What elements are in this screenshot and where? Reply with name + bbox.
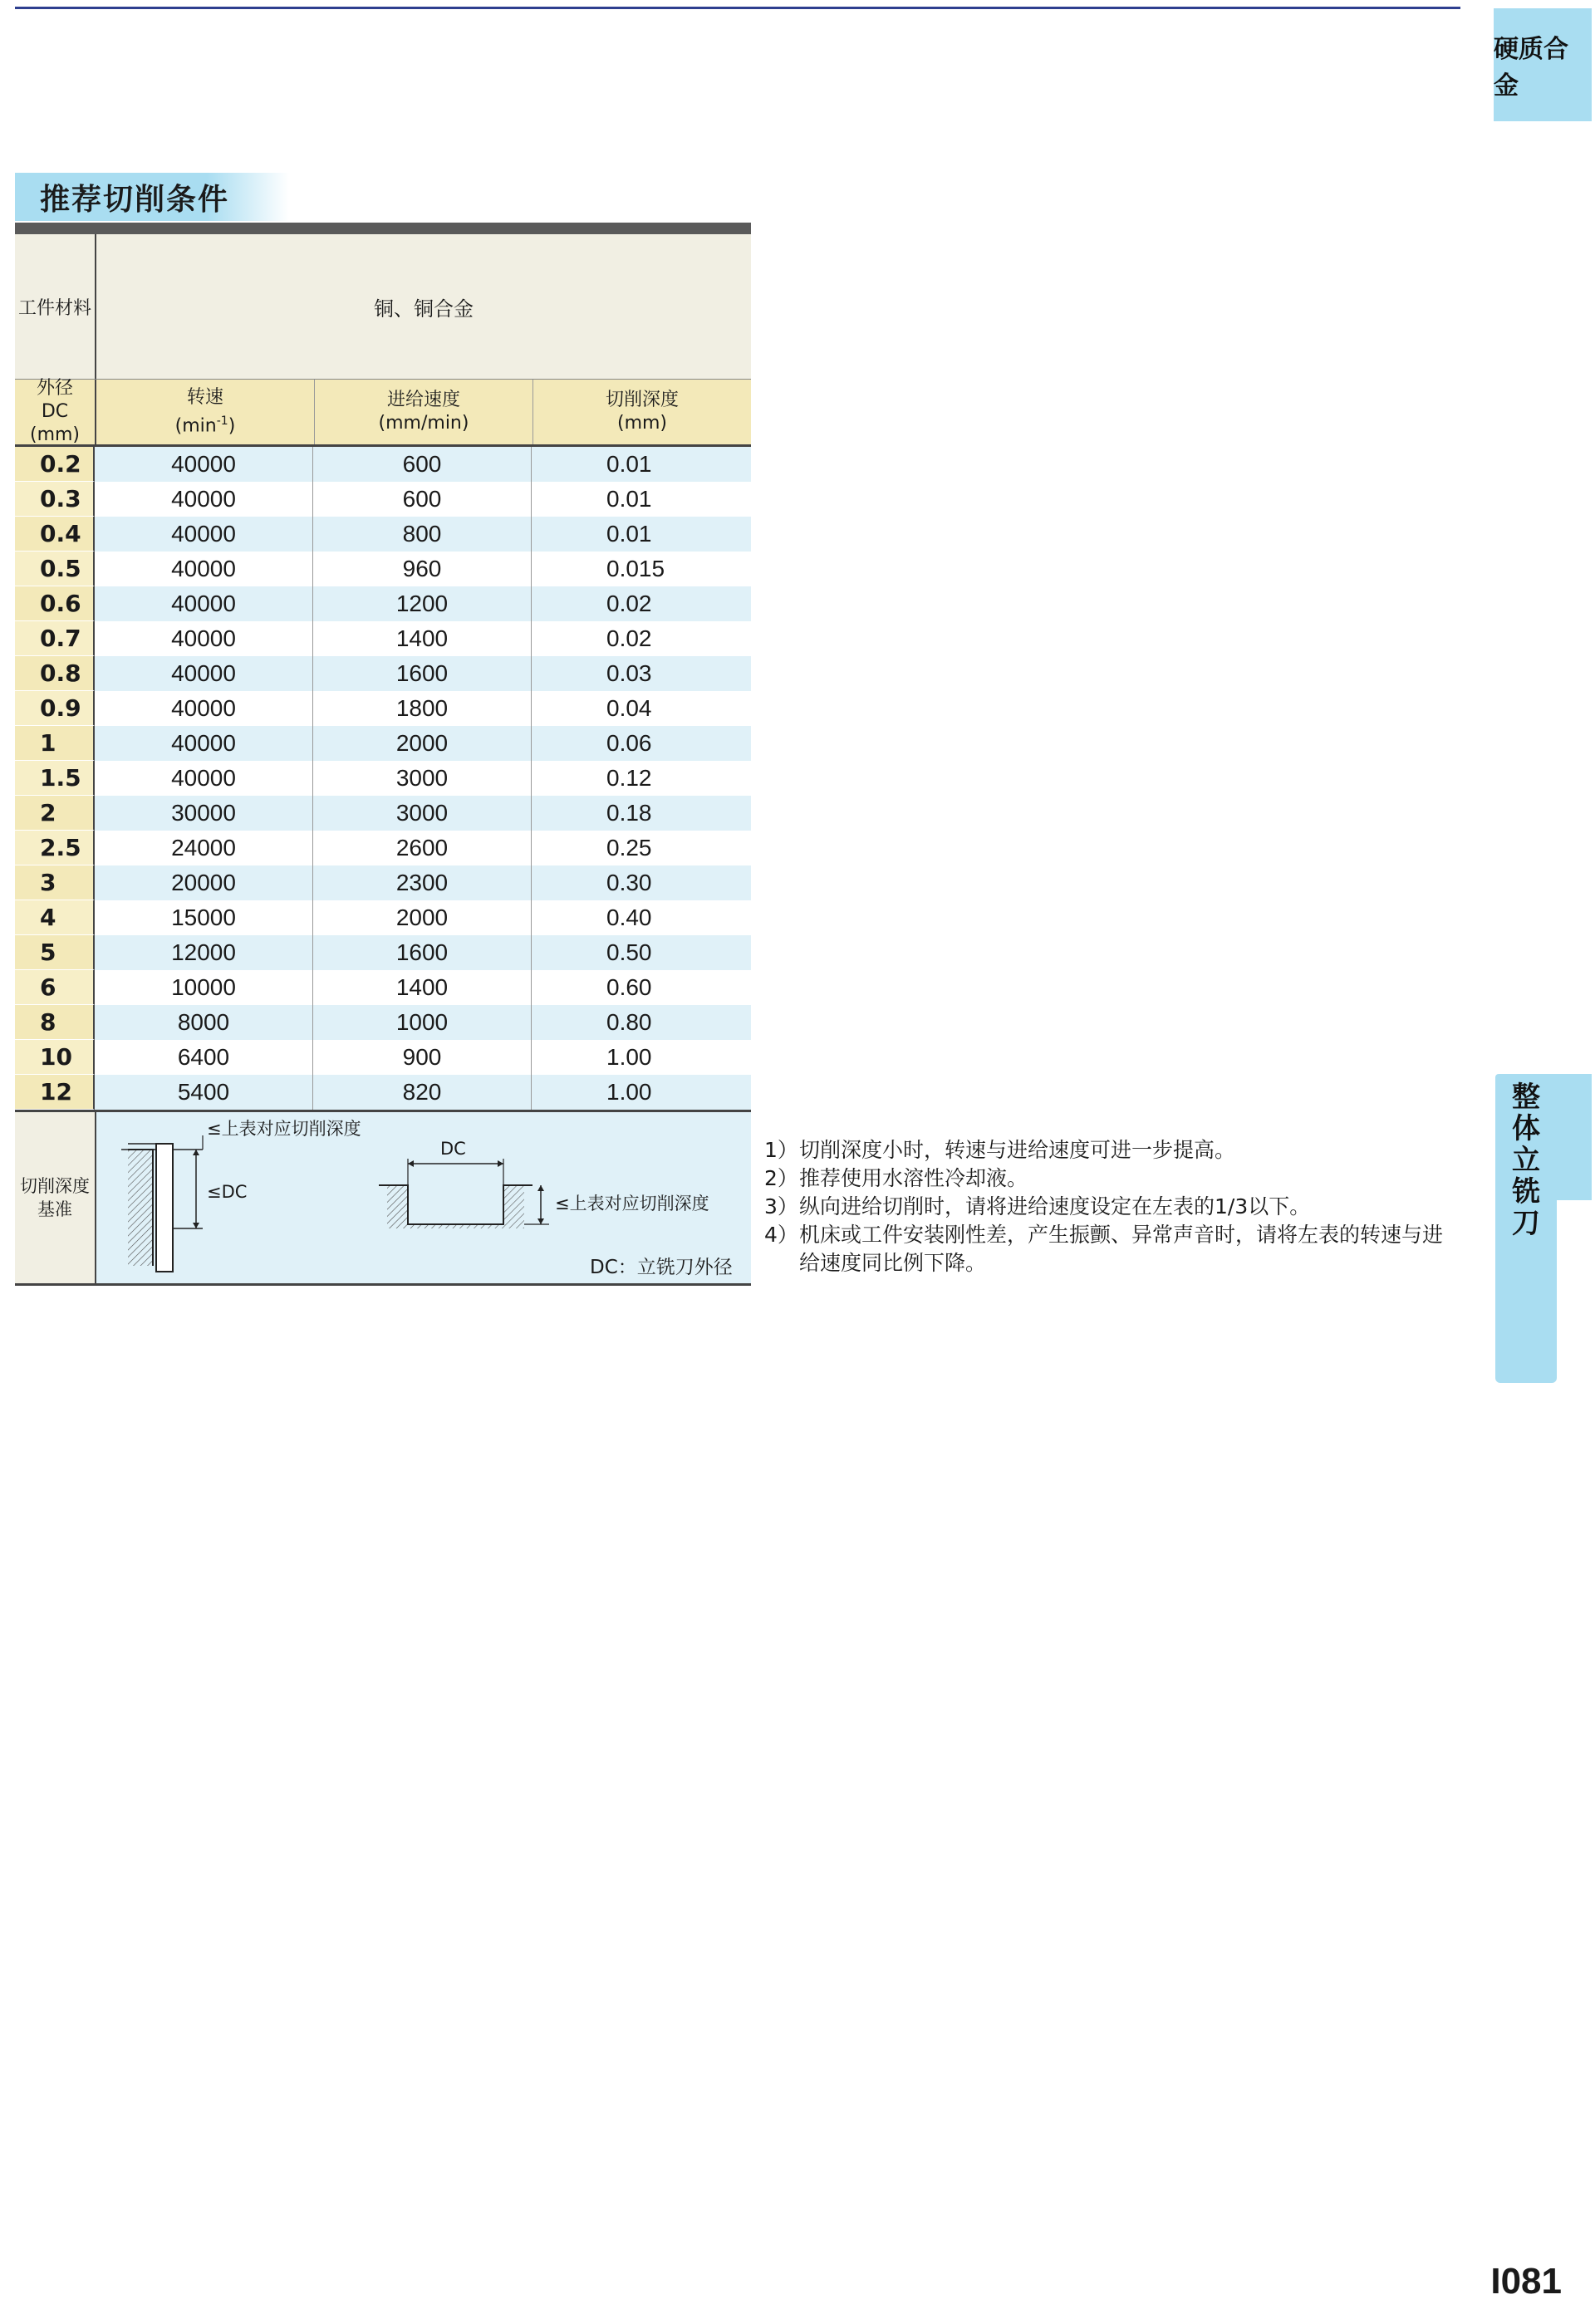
cell-diameter: 12: [15, 1075, 95, 1110]
table-row: [15, 656, 751, 691]
left-depth-note: ≤上表对应切削深度: [207, 1119, 361, 1139]
depth-reference-row: [15, 1110, 751, 1286]
left-dc-note: ≤DC: [207, 1182, 248, 1202]
material-value: 铜、铜合金: [96, 234, 751, 379]
top-rule: [15, 7, 1460, 9]
cell-depth: 0.02: [606, 591, 652, 616]
cell-diameter: 2: [15, 796, 95, 831]
cell-speed: 40000: [95, 586, 313, 621]
header-feed: [315, 380, 533, 444]
cell-speed: 40000: [95, 656, 313, 691]
cell-depth: 0.60: [606, 974, 652, 1000]
note-text: 机床或工件安装刚性差，产生振颤、异常声音时，请将左表的转速与进给速度同比例下降。: [799, 1223, 1444, 1275]
depth-reference-label-line1: 切削深度: [20, 1176, 90, 1196]
cell-depth: 0.015: [606, 556, 665, 581]
cell-speed: 20000: [95, 865, 313, 900]
notes-list: [764, 1136, 1462, 1277]
material-label: 工件材料: [15, 234, 96, 379]
category-tab-label: 硬质合金: [1494, 35, 1568, 101]
note-item: [764, 1136, 1462, 1164]
cell-feed: 2000: [313, 900, 532, 935]
category-tab[interactable]: [1494, 8, 1592, 121]
cell-diameter: 10: [15, 1040, 95, 1075]
table-row: [15, 970, 751, 1005]
cell-feed: 600: [313, 447, 532, 482]
note-text: 切削深度小时，转速与进给速度可进一步提高。: [799, 1138, 1236, 1162]
cell-diameter: 0.8: [15, 656, 95, 691]
table-row: [15, 865, 751, 900]
table-row: [15, 552, 751, 586]
cell-diameter: 0.3: [15, 482, 95, 517]
right-dc-label: DC: [440, 1139, 466, 1159]
dc-legend: DC：立铣刀外径: [590, 1257, 733, 1278]
note-number: 2）: [764, 1166, 798, 1190]
cell-feed: 3000: [313, 761, 532, 796]
cell-speed: 40000: [95, 691, 313, 726]
table-row: [15, 621, 751, 656]
note-number: 3）: [764, 1194, 798, 1218]
table-row: [15, 796, 751, 831]
table-row: [15, 1040, 751, 1075]
cell-diameter: 4: [15, 900, 95, 935]
header-speed-line1: 转速: [186, 386, 223, 408]
cell-speed: 40000: [95, 517, 313, 552]
cell-feed: 1000: [313, 1005, 532, 1040]
cell-depth: 0.01: [606, 486, 652, 512]
cell-feed: 2600: [313, 831, 532, 865]
note-item: [764, 1221, 1462, 1277]
table-top-bar: [15, 223, 751, 234]
table-row: [15, 831, 751, 865]
cell-speed: 5400: [95, 1075, 313, 1110]
table-row: [15, 1005, 751, 1040]
table-row: [15, 517, 751, 552]
cell-diameter: 2.5: [15, 831, 95, 865]
cell-depth: 1.00: [606, 1044, 652, 1070]
header-speed-unit: (min: [174, 415, 217, 437]
cell-depth: 0.03: [606, 660, 652, 686]
cell-depth: 0.40: [606, 905, 652, 930]
cell-depth: 0.01: [606, 521, 652, 547]
note-item: [764, 1164, 1462, 1193]
table-row: [15, 447, 751, 482]
cell-feed: 820: [313, 1075, 532, 1110]
header-depth: [533, 380, 751, 444]
table-row: [15, 691, 751, 726]
cell-feed: 2300: [313, 865, 532, 900]
cell-feed: 1600: [313, 656, 532, 691]
slot-milling-sketch: [379, 1159, 549, 1228]
table-body: [15, 447, 751, 1110]
cell-diameter: 5: [15, 935, 95, 970]
cell-speed: 12000: [95, 935, 313, 970]
cell-depth: 0.50: [606, 939, 652, 965]
cell-depth: 0.30: [606, 870, 652, 895]
header-speed-sup: -1: [216, 414, 228, 428]
cell-feed: 900: [313, 1040, 532, 1075]
section-title-text: 推荐切削条件: [40, 182, 230, 217]
cell-depth: 0.02: [606, 625, 652, 651]
page-number: I081: [1490, 2261, 1562, 2302]
right-depth-note: ≤上表对应切削深度: [555, 1194, 709, 1213]
cell-speed: 40000: [95, 726, 313, 761]
cell-diameter: 8: [15, 1005, 95, 1040]
header-speed: [96, 380, 315, 444]
cell-diameter: 0.4: [15, 517, 95, 552]
header-depth-line2: (mm): [616, 413, 668, 434]
cell-speed: 40000: [95, 482, 313, 517]
cell-depth: 1.00: [606, 1079, 652, 1105]
cell-diameter: 0.9: [15, 691, 95, 726]
cell-depth: 0.25: [606, 835, 652, 860]
cell-diameter: 3: [15, 865, 95, 900]
cell-speed: 40000: [95, 621, 313, 656]
table-row: [15, 1075, 751, 1110]
table-row: [15, 482, 751, 517]
cell-feed: 3000: [313, 796, 532, 831]
table-row: [15, 935, 751, 970]
header-diameter-line1: 外径: [36, 378, 73, 399]
header-diameter-line2: DC (mm): [29, 401, 81, 445]
cell-depth: 0.01: [606, 451, 652, 477]
cell-depth: 0.12: [606, 765, 652, 791]
depth-reference-label: [15, 1112, 96, 1283]
table-row: [15, 586, 751, 621]
cell-feed: 1400: [313, 970, 532, 1005]
cell-diameter: 1.5: [15, 761, 95, 796]
note-text: 纵向进给切削时，请将进给速度设定在左表的1/3以下。: [799, 1194, 1311, 1218]
cell-feed: 2000: [313, 726, 532, 761]
cell-speed: 40000: [95, 552, 313, 586]
note-text: 推荐使用水溶性冷却液。: [799, 1166, 1028, 1190]
cell-diameter: 0.2: [15, 447, 95, 482]
cell-speed: 24000: [95, 831, 313, 865]
table-row: [15, 761, 751, 796]
depth-reference-diagram: [96, 1112, 751, 1283]
header-feed-line1: 进给速度: [386, 390, 460, 410]
depth-reference-label-line2: 基准: [37, 1199, 72, 1219]
header-feed-line2: (mm/min): [378, 413, 469, 434]
header-speed-line2: [175, 409, 236, 438]
cell-feed: 1200: [313, 586, 532, 621]
cell-feed: 1600: [313, 935, 532, 970]
cell-speed: 40000: [95, 447, 313, 482]
cell-depth: 0.06: [606, 730, 652, 756]
header-row: [15, 380, 751, 447]
cell-speed: 40000: [95, 761, 313, 796]
cell-speed: 6400: [95, 1040, 313, 1075]
note-number: 4）: [764, 1223, 798, 1247]
material-row: [15, 234, 751, 380]
cell-depth: 0.04: [606, 695, 652, 721]
header-speed-close: ): [228, 415, 236, 437]
cell-diameter: 0.7: [15, 621, 95, 656]
note-item: [764, 1193, 1462, 1221]
cell-feed: 800: [313, 517, 532, 552]
cell-feed: 600: [313, 482, 532, 517]
cell-feed: 1400: [313, 621, 532, 656]
section-title: [15, 173, 289, 221]
header-diameter: [15, 380, 96, 444]
note-number: 1）: [764, 1138, 798, 1162]
cell-feed: 960: [313, 552, 532, 586]
section-tab-label: 整体立铣刀: [1512, 1081, 1540, 1240]
cell-diameter: 6: [15, 970, 95, 1005]
table-row: [15, 726, 751, 761]
cell-speed: 10000: [95, 970, 313, 1005]
cell-depth: 0.80: [606, 1009, 652, 1035]
cell-diameter: 0.6: [15, 586, 95, 621]
cell-diameter: 0.5: [15, 552, 95, 586]
side-milling-sketch: [121, 1135, 203, 1272]
cell-speed: 15000: [95, 900, 313, 935]
cell-speed: 30000: [95, 796, 313, 831]
header-depth-line1: 切削深度: [605, 390, 679, 410]
cell-depth: 0.18: [606, 800, 652, 826]
cutting-conditions-table: [15, 223, 751, 1286]
cell-speed: 8000: [95, 1005, 313, 1040]
cell-feed: 1800: [313, 691, 532, 726]
table-row: [15, 900, 751, 935]
cell-diameter: 1: [15, 726, 95, 761]
